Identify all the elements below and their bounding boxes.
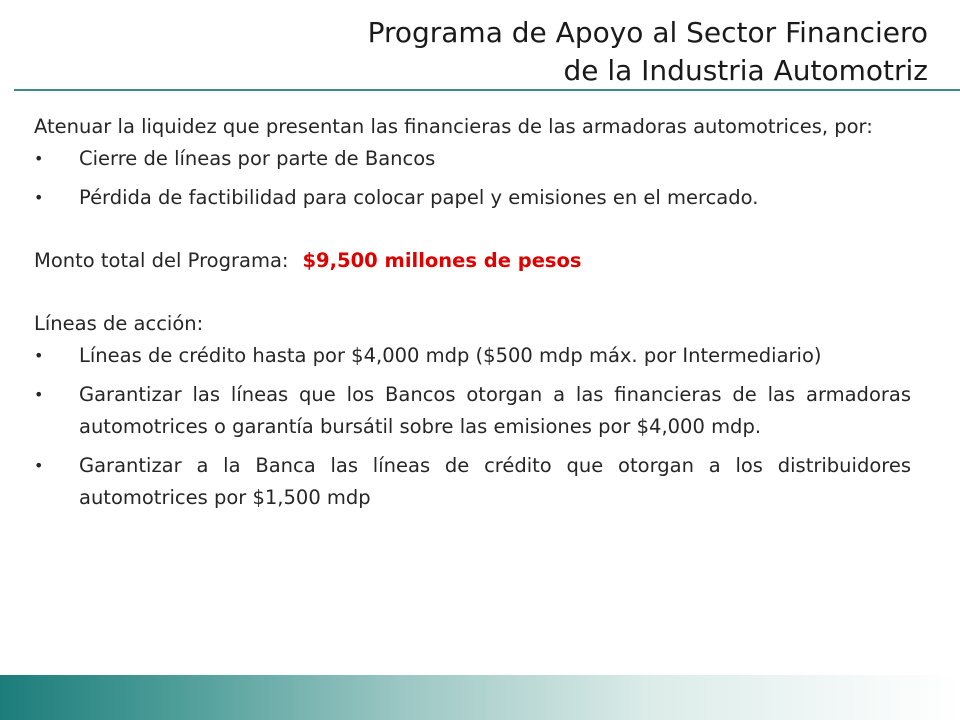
action-text: Garantizar a la Banca las líneas de crédito que otorgan a los distribuidores automotrices por $1,500 mdp	[79, 454, 911, 509]
list-item	[34, 143, 911, 175]
action-text: Líneas de crédito hasta por $4,000 mdp ($500 mdp máx. por Intermediario)	[79, 344, 822, 367]
cause-text: Cierre de líneas por parte de Bancos	[79, 147, 436, 170]
list-item	[34, 379, 911, 443]
causes-list	[34, 143, 911, 214]
bullet-icon: •	[34, 346, 44, 365]
bullet-icon: •	[34, 385, 44, 404]
bullet-icon: •	[34, 149, 44, 168]
amount-value: $9,500 millones de pesos	[302, 249, 582, 272]
title-line-1: Programa de Apoyo al Sector Financiero	[367, 16, 928, 49]
footer-gradient-bar	[0, 675, 960, 720]
title-line-2: de la Industria Automotriz	[563, 54, 928, 87]
list-item	[34, 340, 911, 372]
list-item	[34, 450, 911, 514]
list-item	[34, 182, 911, 214]
intro-paragraph: Atenuar la liquidez que presentan las financieras de las armadoras automotrices, por:	[34, 115, 873, 138]
amount-label: Monto total del Programa:	[34, 249, 289, 272]
action-text: Garantizar las líneas que los Bancos otorgan a las financieras de las armadoras automotrices o garantía bursátil sobre las emisiones por $4,000 mdp.	[79, 383, 911, 438]
bullet-icon: •	[34, 456, 44, 475]
title-divider	[14, 89, 960, 91]
slide-body	[34, 111, 911, 521]
cause-text: Pérdida de factibilidad para colocar papel y emisiones en el mercado.	[79, 186, 759, 209]
program-amount-line	[34, 245, 911, 277]
action-lines-heading: Líneas de acción:	[34, 312, 204, 335]
bullet-icon: •	[34, 188, 44, 207]
actions-list	[34, 340, 911, 514]
slide-title	[228, 14, 928, 90]
